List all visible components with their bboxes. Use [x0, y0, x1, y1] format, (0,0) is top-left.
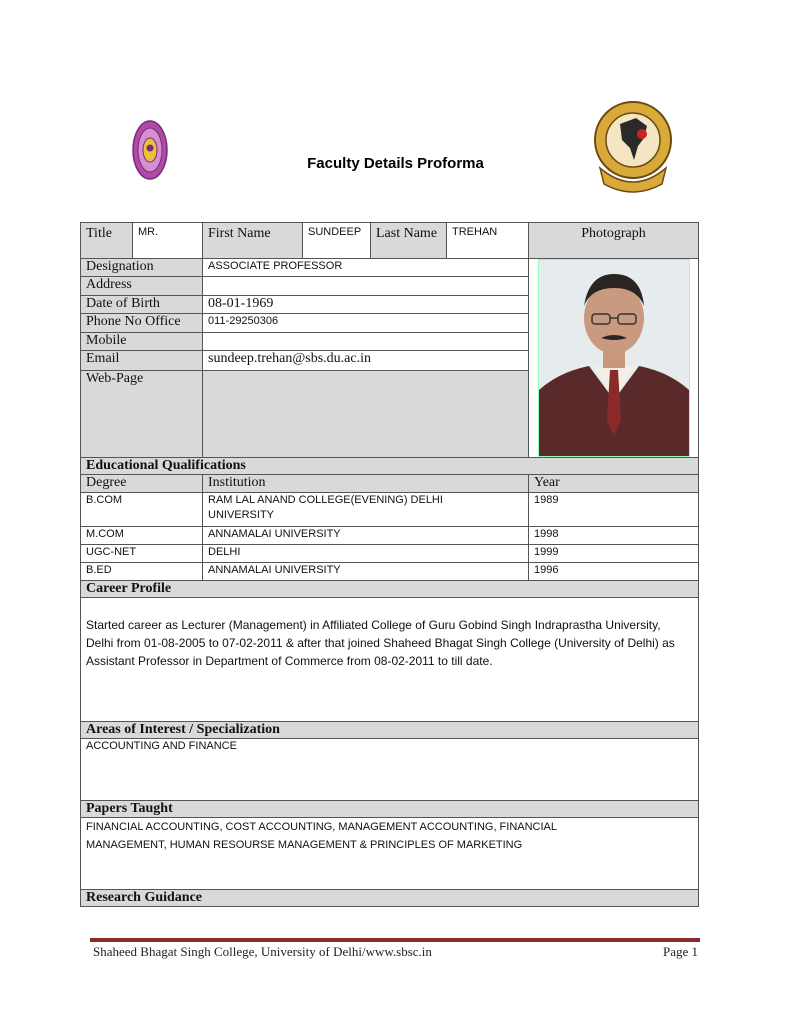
institution-cell: ANNAMALAI UNIVERSITY — [203, 563, 529, 581]
page-title: Faculty Details Proforma — [307, 155, 484, 172]
faculty-photo — [538, 259, 690, 457]
phone-label: Phone No Office — [81, 314, 203, 332]
interest-text: ACCOUNTING AND FINANCE — [81, 739, 699, 801]
last-name-value: TREHAN — [447, 223, 529, 259]
papers-text — [81, 818, 699, 890]
designation-value: ASSOCIATE PROFESSOR — [203, 259, 529, 277]
page-number: Page 1 — [662, 944, 698, 959]
footer-rule — [90, 938, 700, 942]
phone-value: 011-29250306 — [203, 314, 529, 332]
footer-left-text: Shaheed Bhagat Singh College, University of Delhi/www.sbsc.in — [93, 944, 432, 959]
papers-heading: Papers Taught — [81, 801, 699, 818]
career-text — [81, 598, 699, 722]
mobile-label: Mobile — [81, 332, 203, 350]
first-name-label: First Name — [203, 223, 303, 259]
faculty-details-table — [80, 222, 699, 907]
title-value: MR. — [133, 223, 203, 259]
papers-paragraph: FINANCIAL ACCOUNTING, COST ACCOUNTING, MANAGEMENT ACCOUNTING, FINANCIAL MANAGEMENT, HUMAN RESOURSE MANAGEMENT & PRINCIPLES OF MARKETING — [86, 821, 557, 851]
degree-cell: M.COM — [81, 527, 203, 545]
year-cell: 1999 — [529, 545, 699, 563]
last-name-label: Last Name — [371, 223, 447, 259]
email-value: sundeep.trehan@sbs.du.ac.in — [203, 351, 529, 370]
year-cell: 1998 — [529, 527, 699, 545]
dob-label: Date of Birth — [81, 295, 203, 313]
title-label: Title — [81, 223, 133, 259]
education-row — [81, 527, 699, 545]
degree-cell: UGC-NET — [81, 545, 203, 563]
institution-column-header: Institution — [203, 475, 529, 493]
education-row — [81, 563, 699, 581]
degree-cell: B.ED — [81, 563, 203, 581]
education-row — [81, 493, 699, 527]
address-value — [203, 277, 529, 295]
career-paragraph: Started career as Lecturer (Management) in Affiliated College of Guru Gobind Singh Indraprastha University, Delhi from 01-08-2005 to 07-02-2011 & after that joined Shaheed Bhagat Singh College (University of Delhi) as Assistant Professor in Department of Commerce from 08-02-2011 to till date. — [86, 618, 675, 668]
interest-heading: Areas of Interest / Specialization — [81, 722, 699, 739]
photograph-cell — [529, 259, 699, 458]
webpage-value — [203, 370, 529, 457]
college-emblem-logo — [592, 96, 674, 196]
institution-cell: DELHI — [203, 545, 529, 563]
email-label: Email — [81, 351, 203, 370]
institution-cell: RAM LAL ANAND COLLEGE(EVENING) DELHI UNIVERSITY — [203, 493, 529, 527]
dob-value: 08-01-1969 — [203, 295, 529, 313]
education-row — [81, 545, 699, 563]
designation-label: Designation — [81, 259, 203, 277]
career-heading: Career Profile — [81, 581, 699, 598]
webpage-label: Web-Page — [81, 370, 203, 457]
first-name-value: SUNDEEP — [303, 223, 371, 259]
address-label: Address — [81, 277, 203, 295]
year-column-header: Year — [529, 475, 699, 493]
year-cell: 1996 — [529, 563, 699, 581]
degree-cell: B.COM — [81, 493, 203, 527]
mobile-value — [203, 332, 529, 350]
year-cell: 1989 — [529, 493, 699, 527]
photograph-label: Photograph — [529, 223, 699, 259]
research-heading: Research Guidance — [81, 890, 699, 907]
institution-cell: ANNAMALAI UNIVERSITY — [203, 527, 529, 545]
degree-column-header: Degree — [81, 475, 203, 493]
education-heading: Educational Qualifications — [81, 458, 699, 475]
